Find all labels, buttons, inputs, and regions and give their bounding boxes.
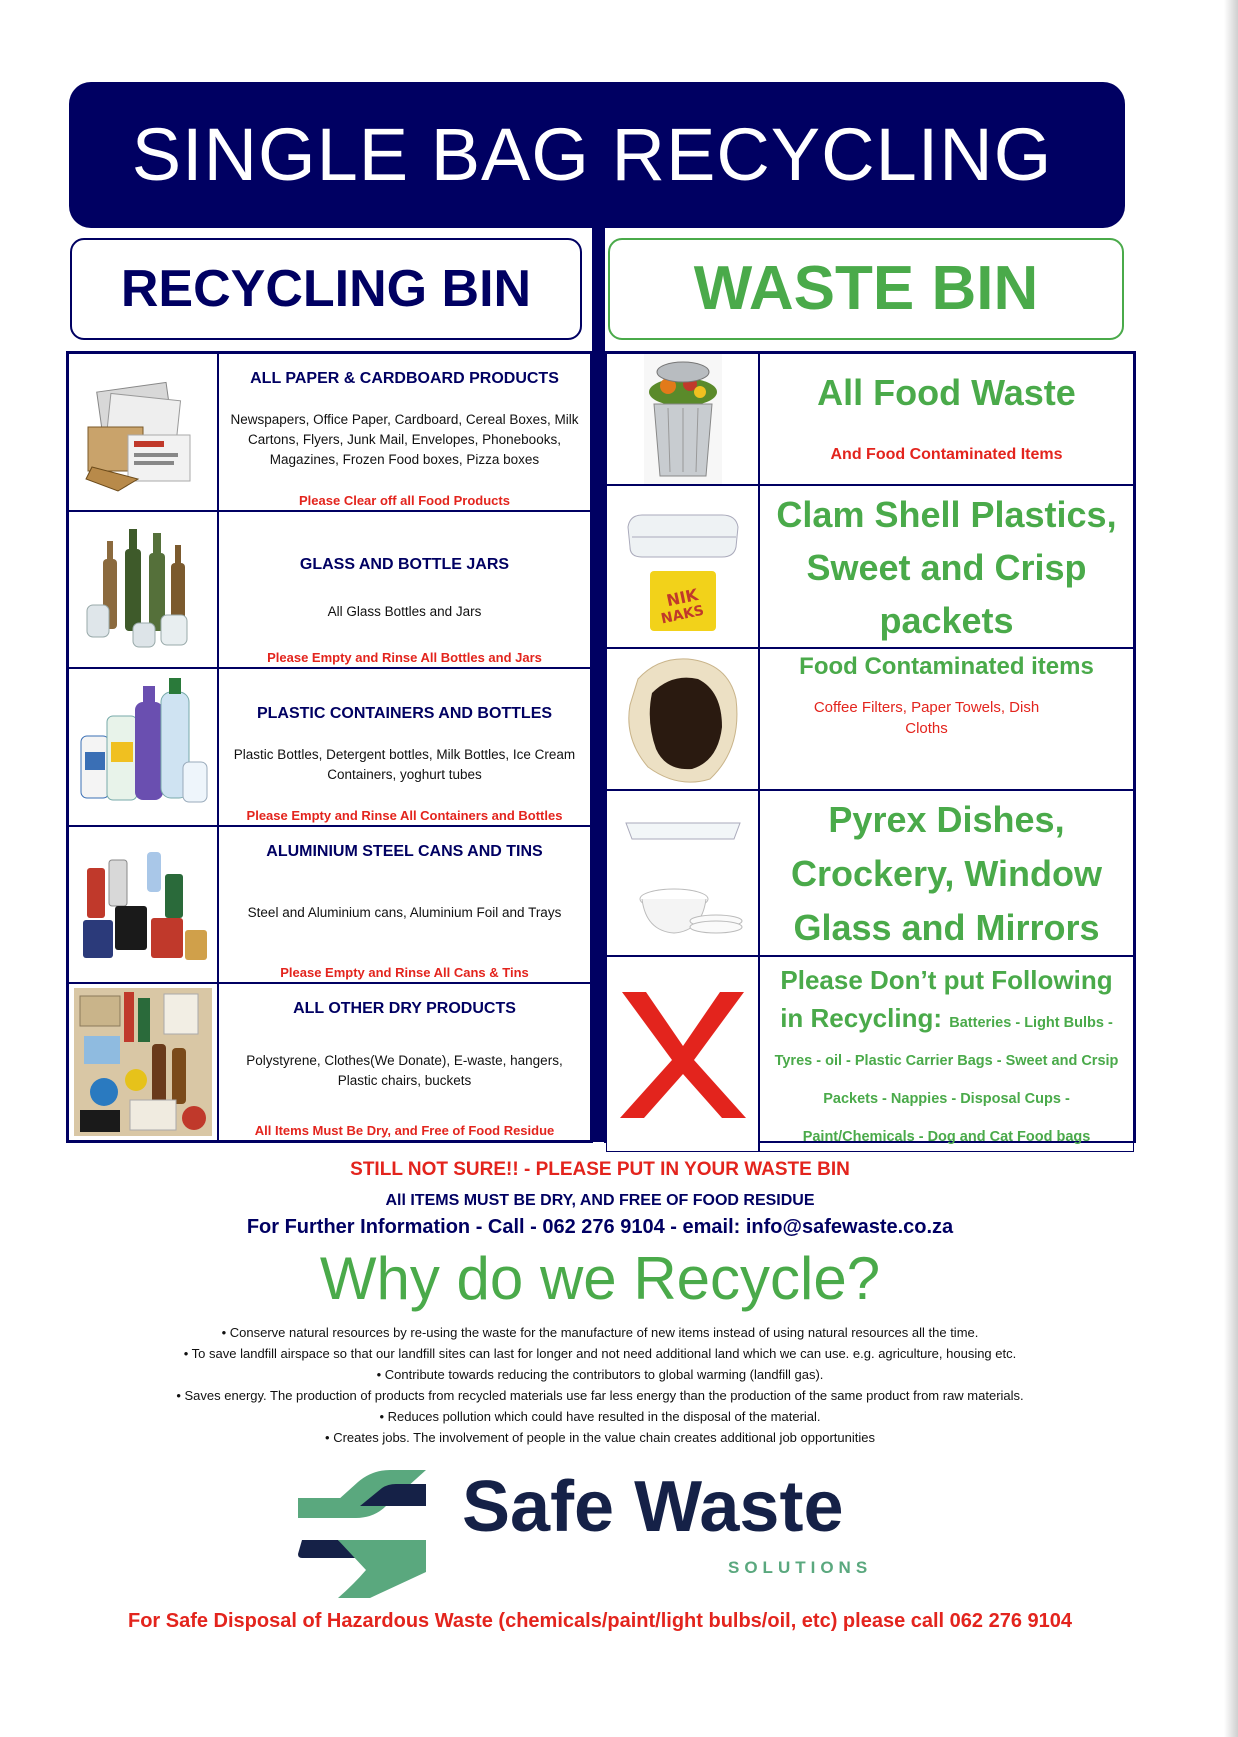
row-description: Newspapers, Office Paper, Cardboard, Cereal Boxes, Milk Cartons, Flyers, Junk Mail, Envelopes, Phonebooks, Magazines, Frozen Food boxes, Pizza boxes xyxy=(230,412,579,468)
waste-row-dont-recycle xyxy=(759,956,1134,1152)
page-edge-shadow xyxy=(1224,0,1238,1737)
why-reason: • Saves energy. The production of products from recycled materials use far less energy than the production of the same product from raw materials. xyxy=(176,1388,1024,1403)
recycling-bin-heading: RECYCLING BIN xyxy=(70,238,582,340)
why-reason: • Contribute towards reducing the contributors to global warming (landfill gas). xyxy=(376,1367,824,1382)
recycling-row-paper xyxy=(218,353,591,511)
waste-bin-heading: WASTE BIN xyxy=(608,238,1124,340)
row-description: All Glass Bottles and Jars xyxy=(327,603,482,619)
row-instruction: All Items Must Be Dry, and Free of Food Residue xyxy=(254,1123,555,1138)
why-recycle-list xyxy=(60,1322,1140,1448)
why-reason: • Creates jobs. The involvement of people in the value chain creates additional job opportunities xyxy=(325,1430,875,1445)
row-instruction: Please Empty and Rinse All Cans & Tins xyxy=(280,965,529,980)
svg-text:NIK: NIK xyxy=(664,584,700,610)
why-reason: • Conserve natural resources by re-using the waste for the manufacture of new items instead of using natural resources all the time. xyxy=(221,1325,979,1340)
row-title: ALL OTHER DRY PRODUCTS xyxy=(293,1000,516,1017)
row-instruction: Please Clear off all Food Products xyxy=(299,492,510,508)
row-title: Clam Shell Plastics, Sweet and Crisp packets xyxy=(776,494,1117,641)
glass-bottles-image xyxy=(68,511,218,669)
pyrex-crockery-image xyxy=(606,790,759,956)
logo-name: Safe Waste xyxy=(462,1467,844,1547)
dont-recycle-heading: Please Don’t put Following in Recycling: xyxy=(780,965,1113,1033)
safe-waste-logo-mark xyxy=(298,1458,430,1600)
row-description: Steel and Aluminium cans, Aluminium Foil and Trays xyxy=(247,904,562,920)
hazardous-waste-notice: For Safe Disposal of Hazardous Waste (chemicals/paint/light bulbs/oil, etc) please call 062 276 9104 xyxy=(127,1610,1073,1632)
red-x-icon xyxy=(606,956,759,1152)
svg-text:NAKS: NAKS xyxy=(659,602,706,627)
contact-info: For Further Information - Call - 062 276 9104 - email: info@safewaste.co.za xyxy=(246,1216,954,1238)
waste-row-food xyxy=(759,353,1134,485)
waste-row-pyrex xyxy=(759,790,1134,956)
page-title-banner: SINGLE BAG RECYCLING xyxy=(69,82,1125,228)
recycling-table xyxy=(66,351,593,1143)
row-instruction: Please Empty and Rinse All Containers and Bottles xyxy=(246,807,563,823)
row-title: Food Contaminated items xyxy=(799,653,1094,680)
dont-recycle-list: Batteries - Light Bulbs - Tyres - oil - Plastic Carrier Bags - Sweet and Crsip Packets - Nappies - Disposal Cups - Paint/Chemicals - Dog and Cat Food bags xyxy=(774,1015,1119,1145)
paper-cardboard-image xyxy=(68,353,218,511)
why-recycle-title: Why do we Recycle? xyxy=(319,1245,881,1312)
row-title: GLASS AND BOTTLE JARS xyxy=(299,555,510,573)
recycling-row-dry xyxy=(218,983,591,1141)
why-reason: • To save landfill airspace so that our landfill sites can last for longer and not need additional land which we can use. e.g. agriculture, housing etc. xyxy=(183,1346,1017,1361)
safe-waste-logo xyxy=(298,1458,878,1600)
dont-recycle-text xyxy=(767,961,1127,1151)
row-description: Polystyrene, Clothes(We Donate), E-waste, hangers, Plastic chairs, buckets xyxy=(246,1052,563,1088)
row-subtitle: Coffee Filters, Paper Towels, Dish Cloths xyxy=(813,699,1040,737)
not-sure-notice: STILL NOT SURE!! - PLEASE PUT IN YOUR WASTE BIN xyxy=(350,1159,850,1180)
recycling-row-glass xyxy=(218,511,591,669)
waste-row-clamshell xyxy=(759,485,1134,648)
row-title: ALL PAPER & CARDBOARD PRODUCTS xyxy=(250,370,559,387)
waste-table xyxy=(604,351,1136,1143)
recycling-row-cans xyxy=(218,826,591,984)
row-description: Plastic Bottles, Detergent bottles, Milk Bottles, Ice Cream Containers, yoghurt tubes xyxy=(233,747,576,783)
clamshell-packet-image xyxy=(606,485,759,648)
dry-products-image xyxy=(68,983,218,1141)
waste-row-contaminated xyxy=(759,648,1134,790)
trash-can-image xyxy=(606,353,759,485)
row-subtitle: And Food Contaminated Items xyxy=(830,446,1063,463)
dry-notice: All ITEMS MUST BE DRY, AND FREE OF FOOD RESIDUE xyxy=(385,1192,815,1209)
why-reason: • Reduces pollution which could have resulted in the disposal of the material. xyxy=(379,1409,821,1424)
recycling-row-plastic xyxy=(218,668,591,826)
cans-tins-image xyxy=(68,826,218,984)
coffee-filter-image xyxy=(606,648,759,790)
row-instruction: Please Empty and Rinse All Bottles and Jars xyxy=(267,650,542,665)
row-title: All Food Waste xyxy=(817,372,1076,413)
logo-tagline: SOLUTIONS xyxy=(728,1558,873,1577)
row-title: ALUMINIUM STEEL CANS AND TINS xyxy=(266,842,543,860)
row-title: PLASTIC CONTAINERS AND BOTTLES xyxy=(256,705,553,722)
plastic-bottles-image xyxy=(68,668,218,826)
row-title: Pyrex Dishes, Crockery, Window Glass and Mirrors xyxy=(790,799,1103,948)
